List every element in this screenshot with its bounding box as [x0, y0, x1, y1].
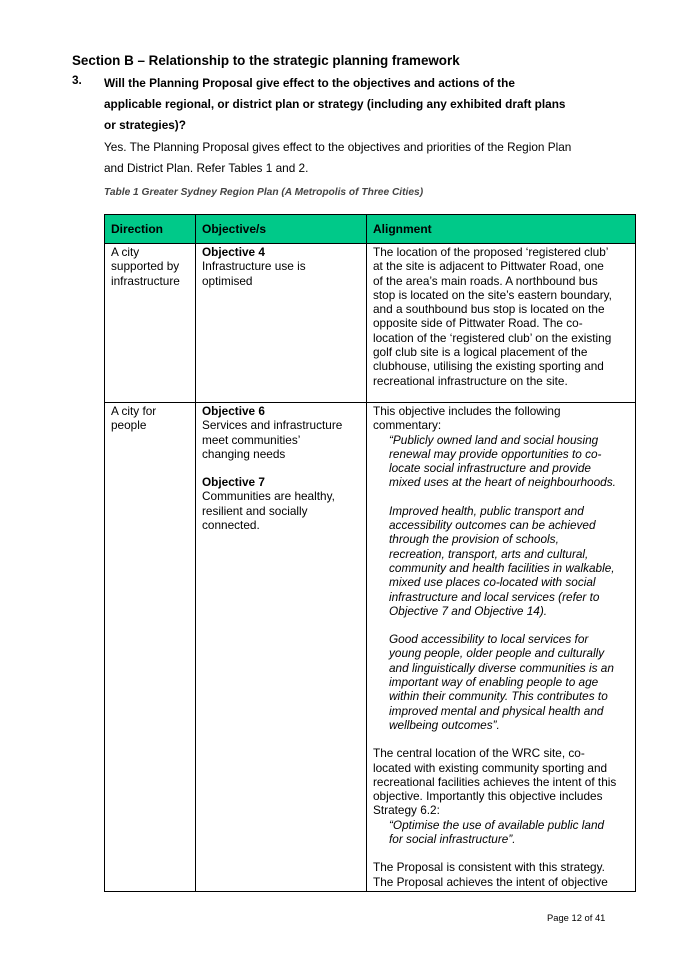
objective-title: Objective 4	[202, 245, 265, 259]
alignment-line: of the area’s main roads. A northbound bus	[373, 273, 598, 288]
question-text	[104, 73, 614, 136]
direction-line: people	[111, 418, 147, 433]
alignment-line: Strategy 6.2:	[373, 803, 440, 818]
quote-line: through the provision of schools,	[389, 532, 559, 547]
alignment-quote	[373, 433, 629, 490]
quote-line: mixed uses at the heart of neighbourhoods.	[389, 475, 616, 490]
alignment-line: The Proposal achieves the intent of objective	[373, 874, 608, 889]
quote-line: Good accessibility to local services for	[389, 632, 589, 647]
alignment-line: The location of the proposed ‘registered club’	[373, 245, 609, 259]
alignment-paragraph	[373, 746, 629, 817]
quote-line: improved mental and physical health and	[389, 703, 604, 718]
answer-text	[104, 137, 624, 179]
alignment-line: located with existing community sporting and	[373, 760, 608, 775]
quote-line: “Optimise the use of available public land	[389, 817, 605, 832]
objective-line: meet communities’	[202, 432, 301, 447]
alignment-line: opposite side of Pittwater Road. The co-	[373, 316, 583, 331]
quote-line: infrastructure and local services (refer to	[389, 589, 600, 604]
quote-line: wellbeing outcomes”.	[389, 717, 500, 732]
alignment-quote	[373, 632, 629, 732]
direction-line: A city	[111, 245, 140, 259]
answer-line: and District Plan. Refer Tables 1 and 2.	[104, 161, 309, 175]
quote-line: young people, older people and culturally	[389, 646, 605, 661]
direction-line: infrastructure	[111, 273, 180, 288]
direction-cell	[105, 403, 196, 892]
quote-line: renewal may provide opportunities to co-	[389, 446, 602, 461]
quote-line: mixed use places co-located with social	[389, 575, 596, 590]
answer-line: Yes. The Planning Proposal gives effect to the objectives and priorities of the Region Plan	[104, 140, 572, 154]
alignment-intro	[373, 404, 629, 433]
alignment-cell	[367, 244, 636, 403]
alignment-line: stop is located on the site’s eastern boundary,	[373, 287, 612, 302]
direction-cell	[105, 244, 196, 403]
page-number: Page 12 of 41	[547, 912, 606, 923]
alignment-line: This objective includes the following	[373, 404, 561, 418]
quote-line: Objective 7 and Objective 14).	[389, 603, 548, 618]
alignment-line: and a southbound bus stop is located on the	[373, 302, 605, 317]
alignment-line: location of the ‘registered club’ on the existing	[373, 330, 612, 345]
alignment-quote	[373, 818, 629, 847]
table-row	[105, 244, 636, 403]
alignment-line: objective. Importantly this objective includes	[373, 789, 603, 804]
objective-line: connected.	[202, 518, 260, 533]
objective-line: Services and infrastructure	[202, 418, 343, 433]
alignment-line: at the site is adjacent to Pittwater Road, one	[373, 259, 604, 274]
quote-line: “Publicly owned land and social housing	[389, 432, 599, 447]
alignment-paragraph	[373, 860, 629, 889]
quote-line: important way of enabling people to age	[389, 675, 599, 690]
table-row	[105, 403, 636, 892]
objective-line: changing needs	[202, 446, 286, 461]
quote-line: locate social infrastructure and provide	[389, 461, 591, 476]
objective-line: Infrastructure use is	[202, 259, 306, 274]
objectives-cell	[196, 403, 367, 892]
alignment-line: recreational infrastructure on the site.	[373, 373, 568, 388]
direction-line: A city for	[111, 404, 157, 418]
alignment-line: clubhouse, utilising the existing sporting and	[373, 359, 604, 374]
quote-line: within their community. This contributes to	[389, 689, 608, 704]
objective-title: Objective 6	[202, 404, 265, 418]
objective-line: optimised	[202, 273, 253, 288]
alignment-quote	[373, 504, 629, 618]
table-header-row	[105, 215, 636, 244]
header-objectives: Objective/s	[196, 215, 367, 244]
quote-line: and linguistically diverse communities is an	[389, 660, 614, 675]
objective-line: resilient and socially	[202, 503, 308, 518]
objectives-cell	[196, 244, 367, 403]
alignment-line: The Proposal is consistent with this strategy.	[373, 860, 605, 875]
header-direction: Direction	[105, 215, 196, 244]
objective-line: Communities are healthy,	[202, 489, 335, 504]
question-line: or strategies)?	[104, 118, 186, 132]
quote-line: community and health facilities in walkable,	[389, 560, 615, 575]
alignment-line: golf club site is a logical placement of the	[373, 345, 588, 360]
alignment-line: commentary:	[373, 418, 442, 433]
quote-line: recreation, transport, arts and cultural,	[389, 546, 589, 561]
quote-line: accessibility outcomes can be achieved	[389, 518, 596, 533]
alignment-line: The central location of the WRC site, co-	[373, 746, 585, 761]
table-caption: Table 1 Greater Sydney Region Plan (A Metropolis of Three Cities)	[104, 187, 424, 198]
region-plan-table	[104, 214, 636, 892]
alignment-cell	[367, 403, 636, 892]
alignment-line: recreational facilities achieves the intent of this	[373, 774, 617, 789]
objective-title: Objective 7	[202, 475, 265, 490]
direction-line: supported by	[111, 259, 180, 274]
quote-line: for social infrastructure”.	[389, 832, 516, 847]
question-line: applicable regional, or district plan or strategy (including any exhibited draft plans	[104, 97, 566, 111]
header-alignment: Alignment	[367, 215, 636, 244]
section-heading: Section B – Relationship to the strategic planning framework	[72, 53, 460, 68]
question-line: Will the Planning Proposal give effect to the objectives and actions of the	[104, 76, 515, 90]
quote-line: Improved health, public transport and	[389, 503, 584, 518]
question-number: 3.	[72, 73, 82, 87]
